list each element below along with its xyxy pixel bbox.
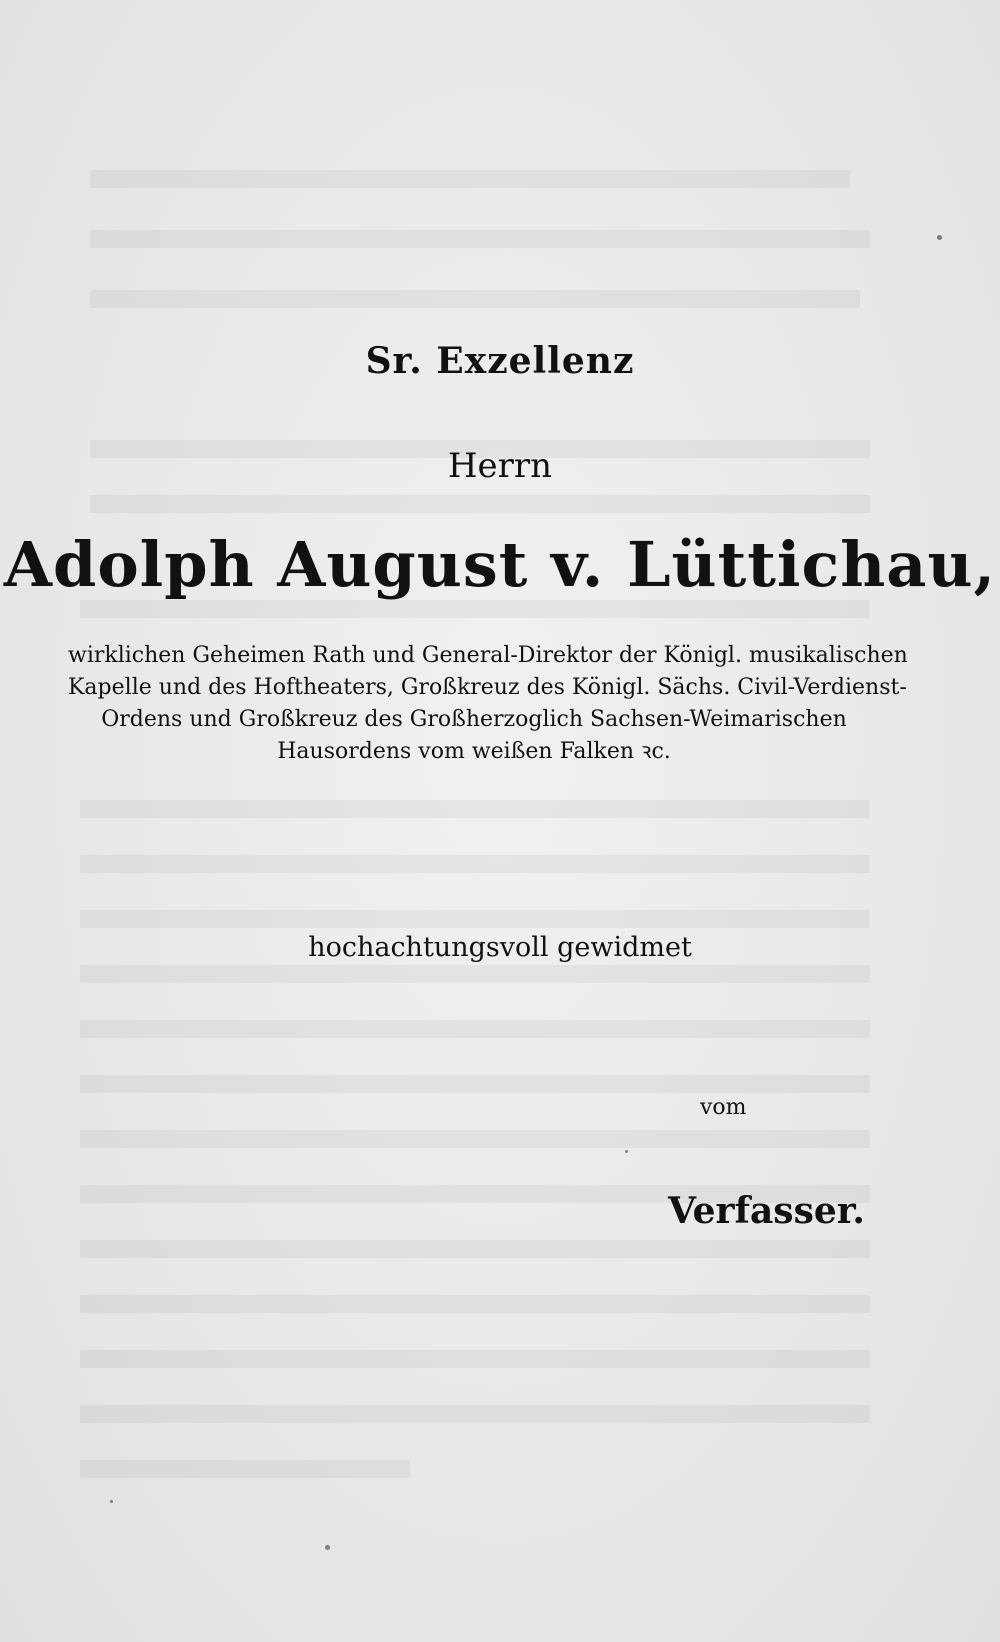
titles-line: Kapelle und des Hoftheaters, Großkreuz des Königl. Sächs. Civil-Verdienst- bbox=[68, 675, 907, 700]
bleed-line bbox=[80, 855, 870, 873]
bleed-line bbox=[80, 800, 870, 818]
bleed-line bbox=[80, 1295, 870, 1313]
author: Verfasser. bbox=[668, 1190, 865, 1232]
bleed-line bbox=[80, 910, 870, 928]
from-word: vom bbox=[700, 1095, 747, 1120]
dedicatee-name: Adolph August v. Lüttichau, bbox=[3, 528, 997, 601]
bleed-line bbox=[80, 1350, 870, 1368]
paper-speck bbox=[110, 1500, 113, 1503]
paper-speck bbox=[937, 235, 942, 240]
bleed-line bbox=[80, 1405, 870, 1423]
bleed-line bbox=[90, 495, 870, 513]
dedicatee-titles bbox=[68, 640, 908, 768]
paper-speck bbox=[325, 1545, 330, 1550]
bleed-line bbox=[80, 1075, 870, 1093]
dedication-line: hochachtungsvoll gewidmet bbox=[308, 932, 692, 963]
bleed-line bbox=[80, 1020, 870, 1038]
titles-line: Ordens und Großkreuz des Großherzoglich Sachsen-Weimarischen bbox=[101, 707, 847, 732]
bleed-line bbox=[90, 290, 860, 308]
bleed-line bbox=[80, 965, 870, 983]
titles-line: Hausordens vom weißen Falken ꝛc. bbox=[277, 739, 671, 764]
bleed-line bbox=[80, 1130, 870, 1148]
bleed-line bbox=[80, 1240, 870, 1258]
paper-speck bbox=[625, 1150, 628, 1153]
bleed-line bbox=[80, 600, 870, 618]
titles-line: wirklichen Geheimen Rath und General-Direktor der Königl. musikalischen bbox=[68, 643, 908, 668]
bleed-line bbox=[90, 230, 870, 248]
honorific: Herrn bbox=[447, 446, 553, 486]
bleed-line bbox=[80, 1460, 410, 1478]
bleed-line bbox=[90, 170, 850, 188]
salutation: Sr. Exzellenz bbox=[365, 340, 635, 382]
